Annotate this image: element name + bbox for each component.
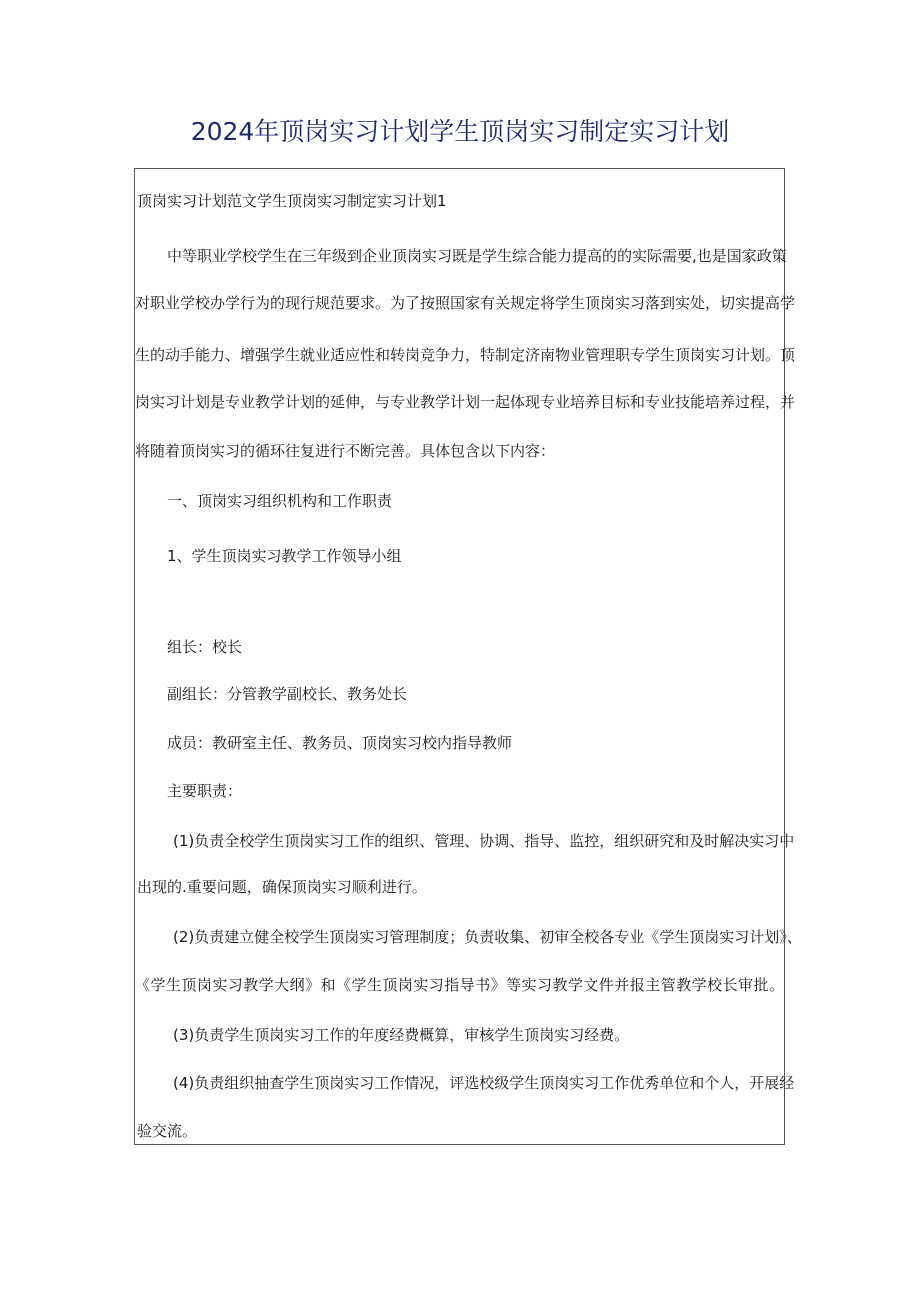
intro-line-3: 生的动手能力、增强学生就业适应性和转岗竞争力，特制定济南物业管理职专学生顶岗实习计划。顶 bbox=[135, 346, 796, 364]
intro-line-1: 中等职业学校学生在三年级到企业顶岗实习既是学生综合能力提高的的实际需要,也是国家政策 bbox=[167, 247, 787, 265]
duty-4-line-1: (4)负责组织抽查学生顶岗实习工作情况，评选校级学生顶岗实习工作优秀单位和个人，开展经 bbox=[173, 1074, 795, 1092]
content-frame bbox=[134, 168, 802, 1145]
intro-line-4: 岗实习计划是专业教学计划的延伸，与专业教学计划一起体现专业培养目标和专业技能培养过程，并 bbox=[135, 393, 796, 411]
intro-line-2: 对职业学校办学行为的现行规范要求。为了按照国家有关规定将学生顶岗实习落到实处，切实提高学 bbox=[135, 294, 796, 312]
duty-1-line-2: 出现的.重要问题，确保顶岗实习顺利进行。 bbox=[137, 878, 427, 896]
section-title: 一、顶岗实习组织机构和工作职责 bbox=[167, 492, 393, 510]
duty-2-line-2: 《学生顶岗实习教学大纲》和《学生顶岗实习指导书》等实习教学文件并报主管教学校长审批。 bbox=[135, 976, 784, 994]
duty-4-line-2: 验交流。 bbox=[137, 1122, 198, 1140]
duty-3-line: (3)负责学生顶岗实习工作的年度经费概算，审核学生顶岗实习经费。 bbox=[173, 1026, 630, 1044]
document-title: 2024年顶岗实习计划学生顶岗实习制定实习计划 bbox=[190, 117, 730, 146]
duty-1-line-1: (1)负责全校学生顶岗实习工作的组织、管理、协调、指导、监控，组织研究和及时解决实习中 bbox=[173, 832, 795, 850]
section-heading: 顶岗实习计划范文学生顶岗实习制定实习计划1 bbox=[137, 192, 447, 210]
duties-label: 主要职责： bbox=[167, 782, 243, 800]
deputy-leader-line: 副组长：分管教学副校长、教务处长 bbox=[167, 685, 408, 703]
intro-line-5: 将随着顶岗实习的循环往复进行不断完善。具体包含以下内容： bbox=[135, 442, 556, 460]
members-line: 成员：教研室主任、教务员、顶岗实习校内指导教师 bbox=[167, 734, 513, 752]
subsection-title: 1、学生顶岗实习教学工作领导小组 bbox=[167, 547, 402, 565]
leader-line: 组长：校长 bbox=[167, 638, 243, 656]
duty-2-line-1: (2)负责建立健全校学生顶岗实习管理制度；负责收集、初审全校各专业《学生顶岗实习计划》、 bbox=[173, 928, 802, 946]
